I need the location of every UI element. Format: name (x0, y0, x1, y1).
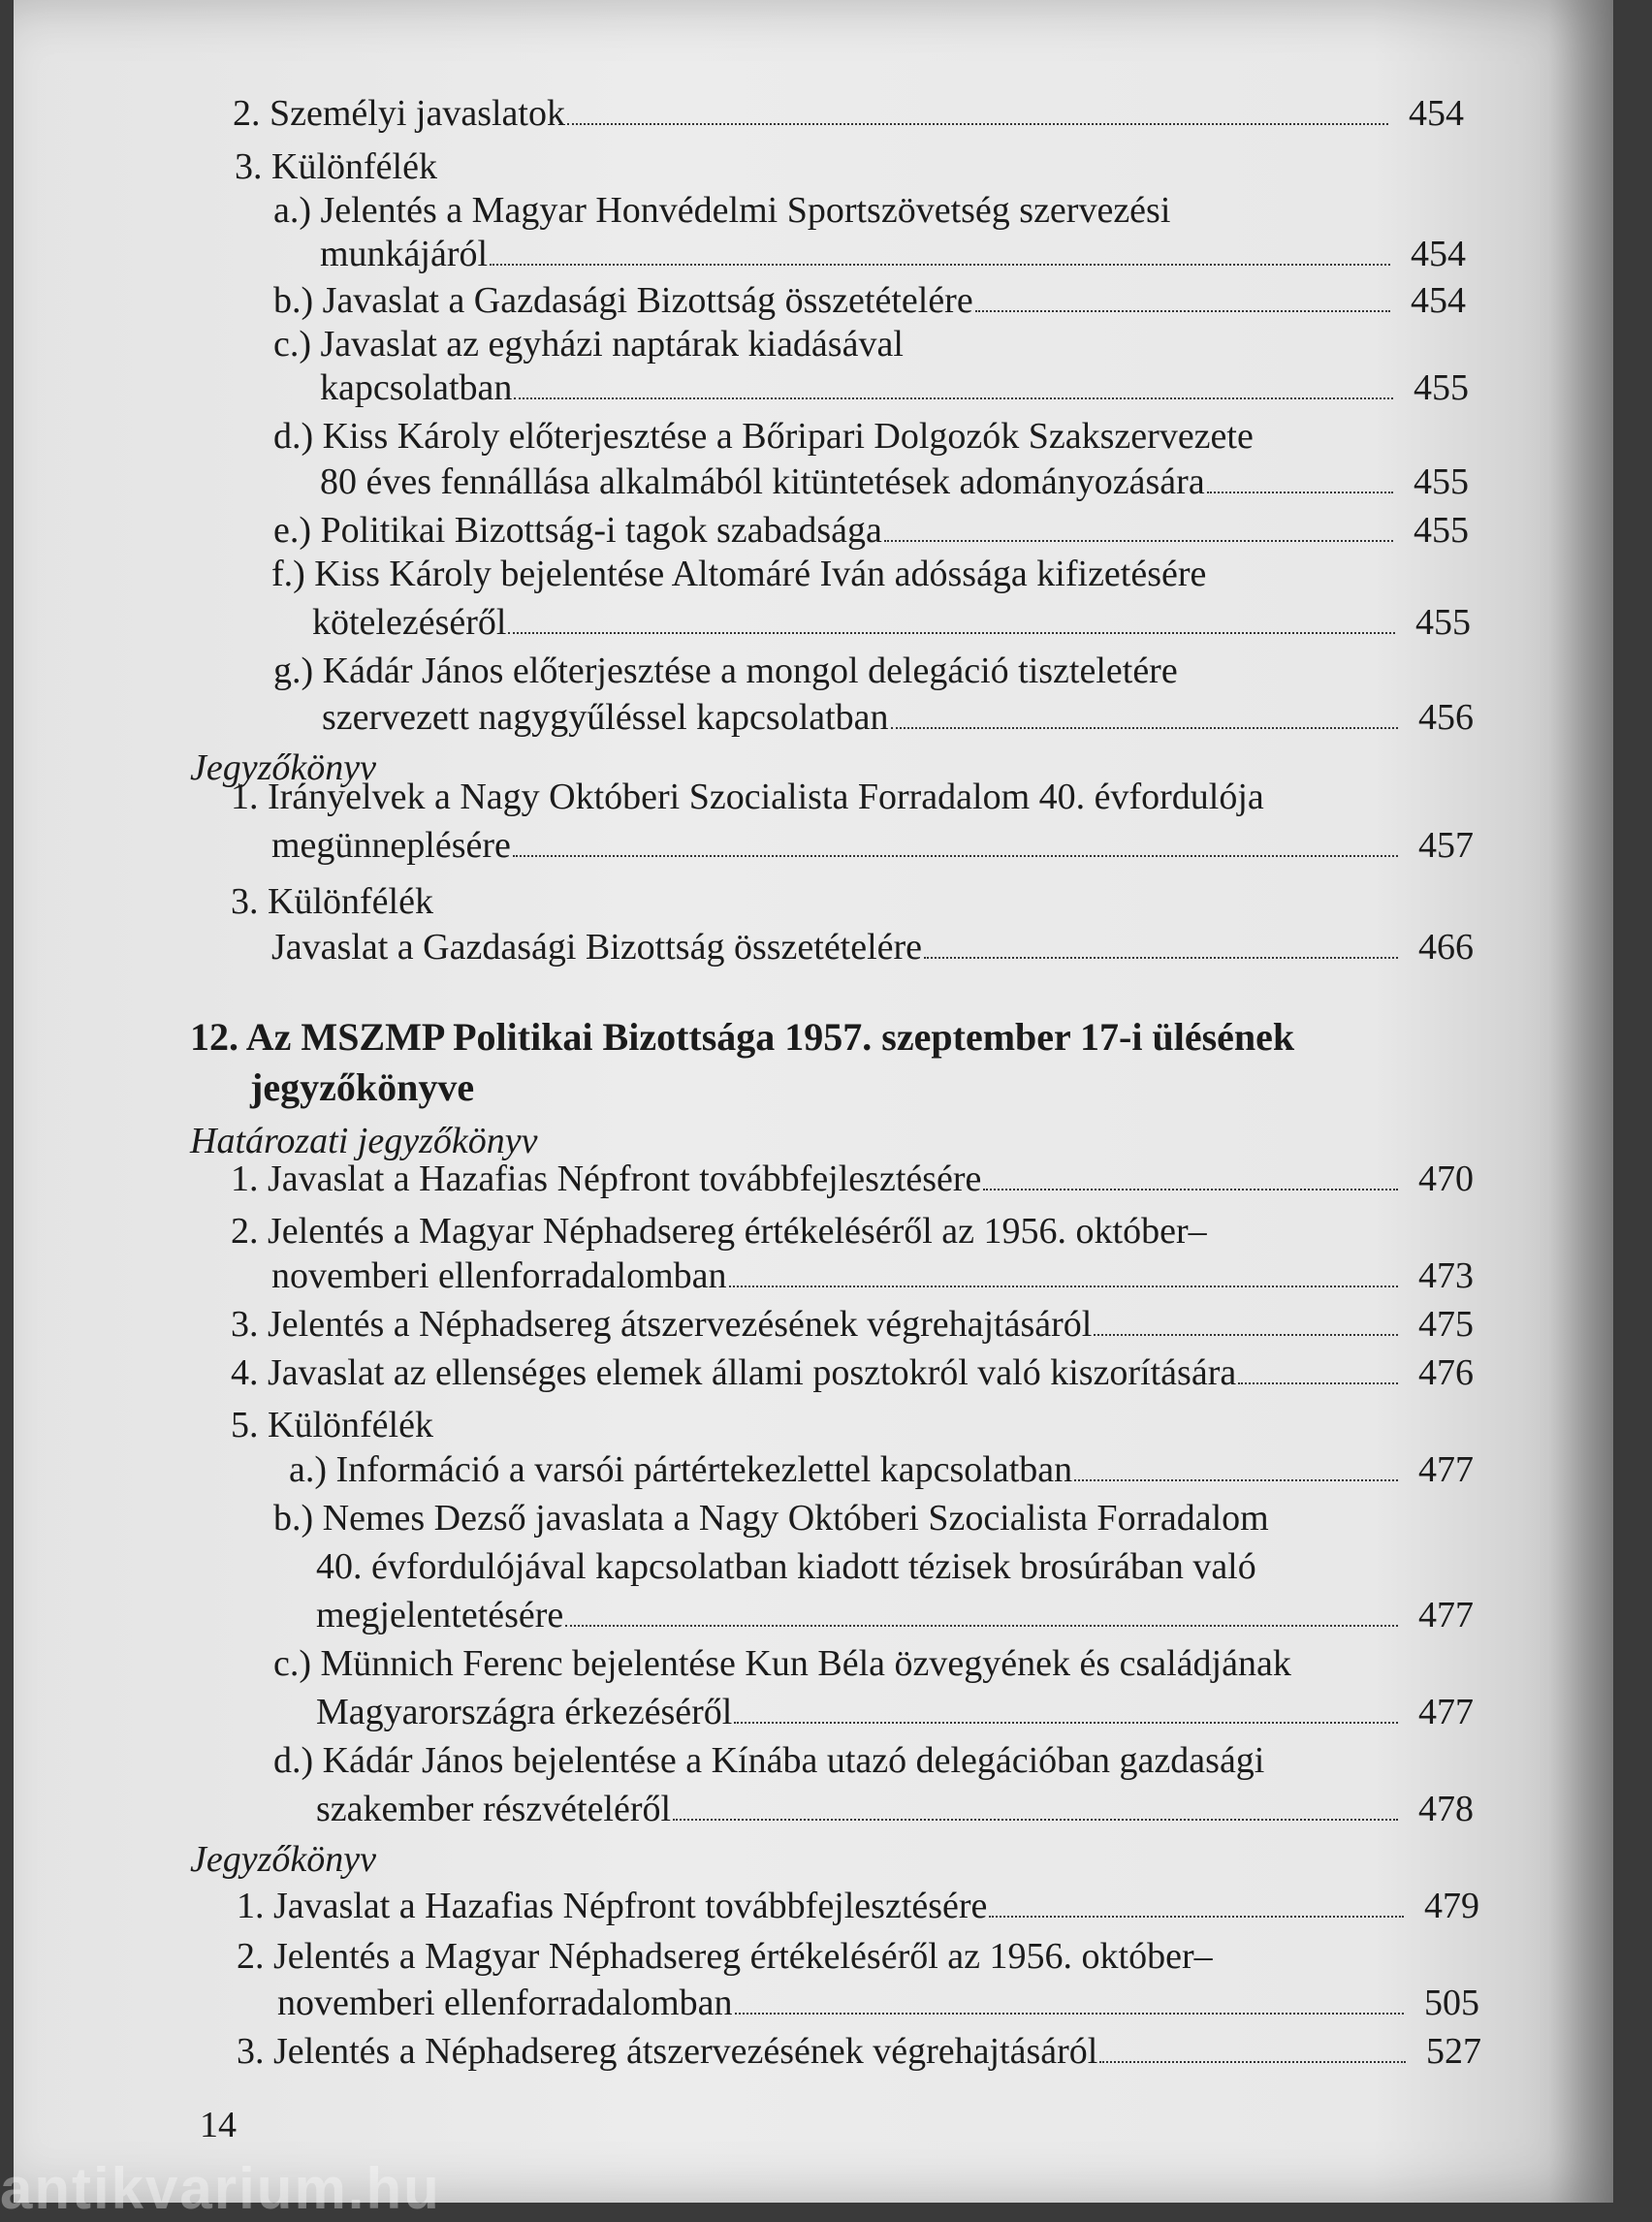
dot-leader (891, 727, 1398, 729)
toc-entry (312, 601, 1471, 644)
entry-title: 80 éves fennállása alkalmából kitüntetések adományozására (320, 461, 1205, 502)
entry-title: Javaslat a Gazdasági Bizottság összetételére (271, 927, 923, 968)
dot-leader (884, 540, 1393, 542)
toc-entry (273, 509, 1469, 552)
toc-entry (320, 366, 1469, 409)
entry-page: 476 (1418, 1352, 1474, 1393)
dot-leader (734, 1722, 1398, 1724)
toc-entry (271, 1254, 1474, 1297)
dot-leader (514, 397, 1393, 399)
toc-entry (277, 1982, 1479, 2024)
entry-title: novemberi ellenforradalomban (277, 1983, 733, 2023)
toc-subheading: 5. Különfélék (231, 1405, 433, 1445)
toc-entry-text: 1. Irányelvek a Nagy Októberi Szocialista Forradalom 40. évfordulója (231, 777, 1264, 817)
toc-entry (273, 279, 1466, 322)
section-subtitle: Határozati jegyzőkönyv (190, 1121, 538, 1161)
entry-title: 2. Személyi javaslatok (233, 93, 565, 134)
dot-leader (735, 2013, 1404, 2015)
dot-leader (1094, 1334, 1398, 1336)
toc-entry (316, 1691, 1474, 1733)
toc-entry (316, 1594, 1474, 1636)
entry-page: 455 (1415, 602, 1471, 643)
dot-leader (989, 1916, 1404, 1918)
entry-page: 455 (1414, 510, 1469, 551)
page-number: 14 (200, 2105, 237, 2145)
entry-title: munkájáról (320, 234, 489, 274)
entry-title: megjelentetésére (316, 1595, 564, 1635)
toc-entry-text: b.) Nemes Dezső javaslata a Nagy Októberi Szocialista Forradalom (273, 1498, 1269, 1539)
entry-title: szervezett nagygyűléssel kapcsolatban (322, 697, 889, 738)
toc-entry (320, 460, 1469, 503)
toc-entry (231, 1351, 1474, 1394)
toc-entry (233, 92, 1464, 135)
entry-title: szakember részvételéről (316, 1789, 672, 1829)
toc-entry-text: d.) Kádár János bejelentése a Kínába utazó delegációban gazdasági (273, 1740, 1265, 1781)
toc-entry (271, 824, 1474, 867)
dot-leader (567, 123, 1388, 125)
dot-leader (1099, 2061, 1406, 2063)
toc-entry (322, 696, 1474, 739)
toc-entry-text: c.) Javaslat az egyházi naptárak kiadásával (273, 324, 904, 365)
dot-leader (673, 1819, 1398, 1821)
dot-leader (508, 632, 1395, 634)
entry-title: 1. Javaslat a Hazafias Népfront továbbfejlesztésére (231, 1159, 982, 1199)
entry-page: 475 (1418, 1304, 1474, 1345)
entry-title: a.) Információ a varsói pártértekezlettel kapcsolatban (289, 1449, 1073, 1490)
dot-leader (513, 855, 1398, 857)
entry-title: kapcsolatban (320, 367, 513, 408)
entry-title: 3. Jelentés a Néphadsereg átszervezésének végrehajtásáról (237, 2031, 1098, 2072)
toc-entry (231, 1303, 1474, 1346)
dot-leader (1074, 1479, 1398, 1481)
toc-entry (289, 1448, 1474, 1491)
toc-subheading: 3. Különfélék (231, 881, 433, 922)
entry-page: 477 (1418, 1692, 1474, 1732)
entry-title: kötelezéséről (312, 602, 507, 643)
dot-leader (490, 264, 1390, 266)
toc-entry-text: c.) Münnich Ferenc bejelentése Kun Béla özvegyének és családjának (273, 1643, 1291, 1684)
chapter-heading: 12. Az MSZMP Politikai Bizottsága 1957. szeptember 17-i ülésének (190, 1015, 1295, 1059)
entry-page: 477 (1418, 1449, 1474, 1490)
toc-entry (237, 1885, 1479, 1927)
toc-entry (231, 1158, 1474, 1200)
entry-page: 457 (1418, 825, 1474, 866)
entry-title: novemberi ellenforradalomban (271, 1255, 727, 1296)
entry-title: megünneplésére (271, 825, 511, 866)
entry-page: 454 (1411, 280, 1466, 321)
entry-title: 1. Javaslat a Hazafias Népfront továbbfejlesztésére (237, 1886, 988, 1926)
entry-page: 455 (1414, 461, 1469, 502)
dot-leader (1238, 1382, 1398, 1384)
dot-leader (983, 1189, 1398, 1190)
entry-title: e.) Politikai Bizottság-i tagok szabadsága (273, 510, 882, 551)
toc-entry-text: 2. Jelentés a Magyar Néphadsereg értékeléséről az 1956. október– (231, 1211, 1207, 1252)
entry-page: 454 (1409, 93, 1464, 134)
section-subtitle: Jegyzőkönyv (190, 747, 376, 788)
toc-entry-text: a.) Jelentés a Magyar Honvédelmi Sportszövetség szervezési (273, 190, 1171, 231)
dot-leader (729, 1286, 1398, 1287)
entry-page: 454 (1411, 234, 1466, 274)
entry-title: b.) Javaslat a Gazdasági Bizottság összetételére (273, 280, 973, 321)
toc-entry (271, 926, 1474, 968)
entry-title: 3. Jelentés a Néphadsereg átszervezésének végrehajtásáról (231, 1304, 1093, 1345)
toc-entry-text: g.) Kádár János előterjesztése a mongol delegáció tiszteletére (273, 651, 1178, 691)
entry-page: 473 (1418, 1255, 1474, 1296)
entry-page: 477 (1418, 1595, 1474, 1635)
section-subtitle: Jegyzőkönyv (190, 1839, 376, 1880)
toc-entry-text: d.) Kiss Károly előterjesztése a Bőripari Dolgozók Szakszervezete (273, 416, 1254, 457)
dot-leader (975, 310, 1390, 312)
toc-entry (237, 2030, 1481, 2073)
toc-subheading: 3. Különfélék (235, 146, 437, 187)
entry-title: 4. Javaslat az ellenséges elemek állami posztokról való kiszorítására (231, 1352, 1237, 1393)
toc-entry-text: 2. Jelentés a Magyar Néphadsereg értékeléséről az 1956. október– (237, 1936, 1213, 1977)
chapter-heading-cont: jegyzőkönyve (250, 1065, 475, 1109)
dot-leader (1207, 492, 1393, 493)
watermark: antikvarium.hu (0, 2156, 441, 2221)
dot-leader (565, 1625, 1398, 1627)
entry-page: 470 (1418, 1159, 1474, 1199)
entry-page: 478 (1418, 1789, 1474, 1829)
entry-page: 527 (1426, 2031, 1481, 2072)
entry-page: 455 (1414, 367, 1469, 408)
toc-entry-text: 40. évfordulójával kapcsolatban kiadott tézisek brosúrában való (316, 1546, 1256, 1587)
toc-entry-text: f.) Kiss Károly bejelentése Altomáré Iván adóssága kifizetésére (271, 554, 1207, 594)
entry-page: 479 (1424, 1886, 1479, 1926)
entry-page: 466 (1418, 927, 1474, 968)
dot-leader (924, 957, 1398, 959)
entry-title: Magyarországra érkezéséről (316, 1692, 733, 1732)
entry-page: 505 (1424, 1983, 1479, 2023)
entry-page: 456 (1418, 697, 1474, 738)
toc-entry (320, 233, 1466, 275)
toc-entry (316, 1788, 1474, 1830)
